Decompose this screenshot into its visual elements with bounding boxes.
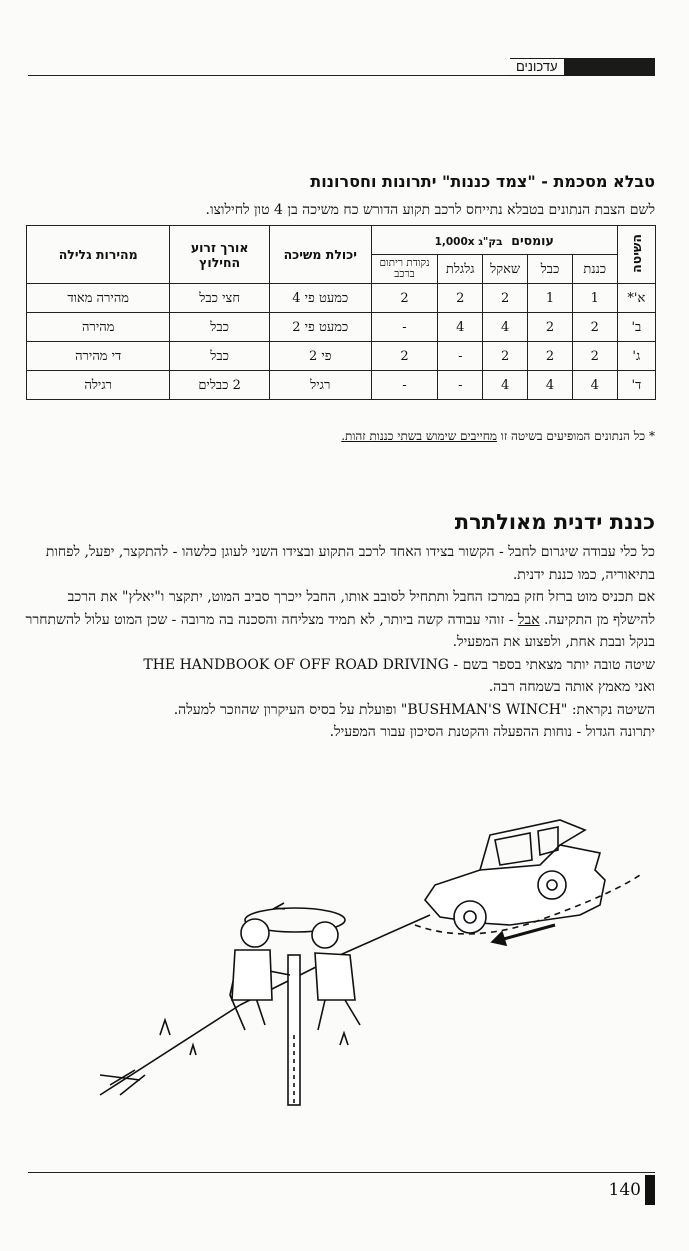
row-load: 4 <box>572 371 617 400</box>
row-load: 2 <box>528 313 573 342</box>
worker-icon <box>230 919 290 1030</box>
row-pull: רגיל <box>269 371 371 400</box>
comparison-table <box>26 225 656 400</box>
paragraph: כל כלי עבודה שיגרום לחבל - הקשור בצידו האחד לרכב התקוע ובצידו השני לעוגן כלשהו - להתקצר, יפעל, לפחות בתיאוריה, כמו כננת ידנית. <box>45 544 655 583</box>
row-arm: כבל <box>170 313 270 342</box>
table-row <box>27 284 656 313</box>
page-header <box>28 58 655 76</box>
row-load: 4 <box>528 371 573 400</box>
bushman-winch-illustration <box>40 805 660 1135</box>
row-method: ב' <box>617 313 655 342</box>
header-tab <box>510 58 655 76</box>
row-method: א'* <box>617 284 655 313</box>
row-load: - <box>371 371 438 400</box>
row-speed: די מהירה <box>27 342 170 371</box>
row-pull: כמעט פי 4 <box>269 284 371 313</box>
article-body <box>25 541 655 744</box>
row-load: 1 <box>528 284 573 313</box>
row-load: - <box>438 371 483 400</box>
loads-header: עומסים בק"ג 1,000x <box>371 226 617 255</box>
row-load: 1 <box>572 284 617 313</box>
subheader-anchor-point: נקודת ריתום ברכב <box>371 255 438 284</box>
pull-header: יכולת משיכה <box>269 226 371 284</box>
row-speed: מהירה <box>27 313 170 342</box>
speed-header: מהירות גלילה <box>27 226 170 284</box>
row-arm: 2 כבלים <box>170 371 270 400</box>
row-pull: כמעט פי 2 <box>269 313 371 342</box>
row-load: 2 <box>483 284 528 313</box>
row-load: 2 <box>483 342 528 371</box>
worker-icon <box>312 922 360 1030</box>
section-intro: לשם הצבת הנתונים בטבלא נתייחס לרכב תקוע הדורש כח משיכה בן 4 טון לחילוצו. <box>205 202 655 218</box>
subheader-pulley: גלגלת <box>438 255 483 284</box>
row-arm: חצי כבל <box>170 284 270 313</box>
row-load: - <box>371 313 438 342</box>
row-load: 4 <box>483 371 528 400</box>
header-label: עדכונים <box>510 59 564 75</box>
subheader-winch: כננת <box>572 255 617 284</box>
page-number-bar <box>645 1175 655 1205</box>
table-footnote: * כל הנתונים המופיעים בשיטה זו מחייבים שימוש בשתי כננות זהות. <box>341 429 655 443</box>
section-title: טבלא מסכמת - "צמד כננות" יתרונות וחסרונות <box>310 172 655 191</box>
vehicle-icon <box>415 820 640 934</box>
page-number <box>609 1175 655 1205</box>
paragraph: שיטה טובה יותר מצאתי בספר בשם - THE HANDBOOK OF OFF ROAD DRIVING <box>143 656 655 673</box>
row-method: ג' <box>617 342 655 371</box>
row-load: - <box>438 342 483 371</box>
article-title: כננת ידנית מאולתרת <box>454 510 655 534</box>
row-pull: פי 2 <box>269 342 371 371</box>
footer-rule <box>28 1172 655 1173</box>
row-load: 2 <box>528 342 573 371</box>
arm-header: אורך זרוע החילוץ <box>170 226 270 284</box>
paragraph: אם תכניס מוט ברזל חזק במרכז החבל ותתחיל לסובב אותו, החבל ייכרך סביב המוט, יתקצר ו"יאלץ" את הרכב להישלף מן התקיעה. אבל - זוהי עבודה קשה ביותר, לא תמיד מצליחה והסכנה בה מרובה - שכן המוט עלול להשתחרר בנקל ובבת אחת, ולפצוע את המפעיל. <box>25 589 655 650</box>
row-load: 2 <box>572 313 617 342</box>
row-load: 2 <box>438 284 483 313</box>
row-speed: רגילה <box>27 371 170 400</box>
row-speed: מהירה מאוד <box>27 284 170 313</box>
paragraph: יתרונה הגדול - נוחות ההפעלה והקטנת הסיכון עבור המפעיל. <box>329 724 655 740</box>
row-load: 4 <box>483 313 528 342</box>
subheader-shackle: שאקל <box>483 255 528 284</box>
page-number-text: 140 <box>608 1180 641 1200</box>
row-arm: כבל <box>170 342 270 371</box>
subheader-cable: כבל <box>528 255 573 284</box>
table-row <box>27 342 656 371</box>
row-load: 2 <box>371 342 438 371</box>
method-header: השיטה <box>617 226 655 284</box>
row-load: 4 <box>438 313 483 342</box>
paragraph: ואני מאמץ אותה בשמחה רבה. <box>488 679 655 695</box>
row-load: 2 <box>371 284 438 313</box>
table-row <box>27 371 656 400</box>
row-load: 2 <box>572 342 617 371</box>
row-method: ד' <box>617 371 655 400</box>
table-row <box>27 313 656 342</box>
paragraph: השיטה נקראת: "BUSHMAN'S WINCH" ופועלת על בסיס העיקרון שהוזכר למעלה. <box>173 701 655 718</box>
